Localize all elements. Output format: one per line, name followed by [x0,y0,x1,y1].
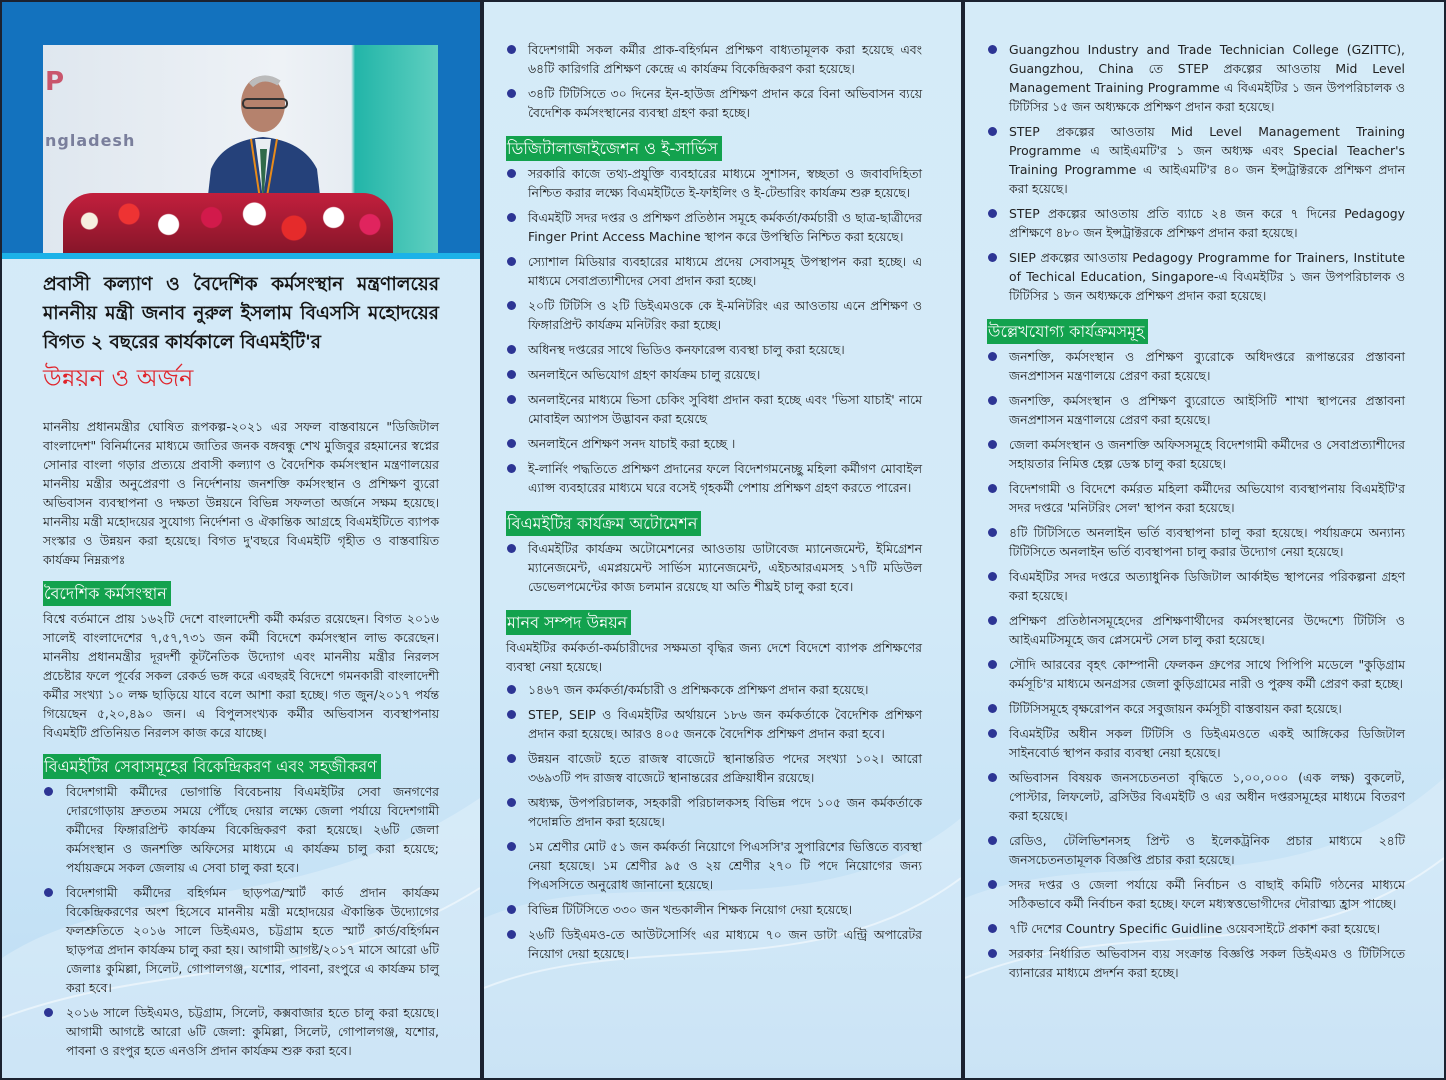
list-item [506,434,922,453]
hero-accent-bar [2,253,480,259]
list-item-text: ২৬টি ডিইএমও-তে আউটসোর্সিং এর মাধ্যমে ৭০ জন ডাটা এন্ট্রি অপারেটর নিয়োগ দেয়া হয়েছে। [528,927,922,961]
section-heading-decentralization: বিএমইটির সেবাসমূহের বিকেন্দ্রিকরণ এবং সহজীকরণ [43,754,381,779]
list-item-text: ১ম শ্রেণীর মোট ৫১ জন কর্মকর্তা নিয়োগে পিএসসি'র সুপারিশের ভিত্তিতে ব্যবস্থা নেয়া হয়েছে। ১ম শ্রেণীর ৯৫ ও ২য় শ্রেণীর ২৭০ টি পদে নিয়োগের জন্য পিএসসিতে অনুরোধ জানানো হয়েছে। [528,839,922,892]
list-item-text: অনলাইনে অভিযোগ গ্রহণ কার্যক্রম চালু রয়েছে। [528,367,761,382]
bullet-icon [507,439,516,448]
bullet-icon [988,484,997,493]
section-heading-overseas-employment: বৈদেশিক কর্মসংস্থান [43,581,171,606]
training-list [506,40,922,122]
list-item [987,919,1405,938]
list-item [506,164,922,202]
panel-right [965,2,1444,1078]
list-item [43,883,439,997]
list-item-text: ৩৪টি টিটিসিতে ৩০ দিনের ইন-হাউজ প্রশিক্ষণ প্রদান করে বিনা অভিবাসন ব্যয়ে বৈদেশিক কর্মসংস্থানের ব্যবস্থা গ্রহণ করা হচ্ছে। [528,86,922,120]
list-item-text: টিটিসিসমূহে বৃক্ষরোপন করে সবুজায়ন কর্মসূচী বাস্তবায়ন করা হয়েছে। [1009,701,1342,716]
list-item-text: অধিনস্থ দপ্তরের সাথে ভিডিও কনফারেন্স ব্যবস্থা চালু করা হয়েছে। [528,342,845,357]
bullet-icon [988,209,997,218]
decentralization-list [43,782,439,1060]
human-resources-list [506,680,922,963]
bullet-icon [507,544,516,553]
list-item-text: জনশক্তি, কর্মসংস্থান ও প্রশিক্ষণ ব্যুরোকে অধিদপ্তরে রূপান্তরের প্রস্তাবনা জনপ্রশাসন মন্ত্রণালয়ে প্রেরণ করা হয়েছে। [1009,349,1405,383]
list-item-text: ৭টি দেশের Country Specific Guidline ওয়েবসাইটে প্রকাশ করা হয়েছে। [1009,921,1380,936]
list-item [506,837,922,894]
bullet-icon [507,301,516,310]
list-item [43,1003,439,1060]
list-item [987,40,1405,116]
list-item [43,782,439,877]
bullet-icon [507,370,516,379]
middle-column-content [506,40,922,969]
list-item [987,768,1405,825]
list-item-text: STEP, SEIP ও বিএমইটির অর্থায়নে ১৮৬ জন কর্মকর্তাকে বৈদেশিক প্রশিক্ষণ প্রদান করা হয়েছে। আরও ৪০৫ জনকে বৈদেশিক প্রশিক্ষণ প্রদান করা হবে। [528,707,922,741]
list-item-text: সদর দপ্তর ও জেলা পর্যায়ে কর্মী নির্বাচন ও বাছাই কমিটি গঠনের মাধ্যমে সঠিকভাবে কর্মী নির্বাচন করা হচ্ছে। ফলে মধ্যস্বত্তভোগীদের দৌরাত্ম্য হ্রাস পাচ্ছে। [1009,877,1405,911]
list-item [987,347,1405,385]
list-item [506,252,922,290]
section-heading-human-resources: মানব সম্পদ উন্নয়ন [506,610,631,635]
bullet-icon [988,572,997,581]
list-item-text: অনলাইনের মাধ্যমে ভিসা চেকিং সুবিধা প্রদান করা হচ্ছে এবং 'ভিসা যাচাই' নামে মোবাইল অ্যাপস উদ্ভাবন করা হয়েছে [528,392,922,426]
left-column-content [43,270,439,1066]
list-item [987,435,1405,473]
list-item-text: ২০টি টিটিসি ও ২টি ডিইএমওকে কে ই-মনিটরিং এর আওতায় এনে প্রশিক্ষণ ও ফিঙ্গারপ্রিন্ট কার্যক্রম মনিটরিং করা হচ্ছে। [528,298,922,332]
overseas-employment-paragraph: বিশ্বে বর্তমানে প্রায় ১৬২টি দেশে বাংলাদেশী কর্মী কর্মরত রয়েছেন। বিগত ২০১৬ সালেই বাংলাদেশের ৭,৫৭,৭৩১ জন কর্মী বিদেশে কর্মসংস্থান লাভ করেছেন। মাননীয় প্রধানমন্ত্রীর দূরদর্শী কূটনৈতিক উদ্যোগ এবং মাননীয় মন্ত্রীর নিরলস প্রচেষ্টার ফলে পূর্বের সকল রেকর্ড ভঙ্গ করে এবছরই বিদেশে গমনকারী বাংলাদেশী কর্মীর সংখ্যা ১০ লক্ষ ছাড়িয়ে যাবে বলে আশা করা হচ্ছে। গত জুন/২০১৭ পর্যন্ত গিয়েছেন ৫,২০,৪৯০ জন। এ বিপুলসংখ্যক কর্মীর অভিবাসন ব্যবস্থাপনায় বিএমইটি প্রতিনিয়ত নিরলস কাজ করে যাচ্ছে। [43,611,439,740]
list-item-text: বিএমইটির অধীন সকল টিটিসি ও ডিইএমওতে একই আঙ্গিকের ডিজিটাল সাইনবোর্ড স্থাপন করার ব্যবস্থা নেয়া হয়েছে। [1009,726,1405,760]
bullet-icon [988,880,997,889]
list-item [987,699,1405,718]
bullet-icon [988,528,997,537]
list-item-text: স্যোশাল মিডিয়ার ব্যবহারের মাধ্যমে প্রদেয় সেবাসমূহ উপস্থাপন করা হচ্ছে। এ মাধ্যমে সেবাপ্রত্যাশীদের সেবা প্রদান করা হচ্ছে। [528,254,922,288]
bullet-icon [988,127,997,136]
list-item [506,208,922,246]
list-item-text: বিএমইটির সদর দপ্তরে অত্যাধুনিক ডিজিটাল আর্কাইভ স্থাপনের পরিকল্পনা গ্রহণ করা হয়েছে। [1009,569,1405,603]
list-item [506,705,922,743]
list-item [506,680,922,699]
list-item-text: বিএমইটির কার্যক্রম অটোমেশনের আওতায় ডাটাবেজ ম্যানেজমেন্ট, ইমিগ্রেশন ম্যানেজমেন্ট, এমপ্লয়মেন্ট সার্ভিস ম্যানেজমেন্ট, এইচআরএমসহ ১৭টি মডিউল ডেভেলপমেন্টের কাজ চলমান রয়েছে যা অতি শীঘ্রই চালু করা হবে। [528,541,922,594]
notable-activities-list [987,347,1405,982]
section-heading-notable-activities: উল্লেখযোগ্য কার্যক্রমসমূহ [987,319,1148,344]
panel-left [2,2,480,1078]
list-item [506,365,922,384]
page-title: প্রবাসী কল্যাণ ও বৈদেশিক কর্মসংস্থান মন্ত্রণালয়ের মাননীয় মন্ত্রী জনাব নুরুল ইসলাম বিএসসি মহোদয়ের বিগত ২ বছরের কার্যকালে বিএমইটি'র [43,274,439,353]
panel-middle [484,2,961,1078]
list-item-text: সরকার নির্ধারিত অভিবাসন ব্যয় সংক্রান্ত বিজ্ঞপ্তি সকল ডিইএমও ও টিটিসিতে ব্যানারের মাধ্যমে প্রদর্শন করা হচ্ছে। [1009,946,1405,980]
list-item [987,655,1405,693]
banner-logo-letter: P [45,67,65,97]
list-item-text: সৌদি আরবের বৃহৎ কোম্পানী ফেলকন গ্রুপের সাথে পিপিপি মডেলে "কুড়িগ্রাম কর্মসূচি'র মাধ্যমে অনগ্রসর জেলা কুড়িগ্রামের নারী ও পুরুষ কর্মী প্রেরণ করা হচ্ছে। [1009,657,1405,691]
bullet-icon [988,45,997,54]
section-heading-automation: বিএমইটির কার্যক্রম অটোমেশন [506,511,701,536]
list-item-text: বিভিন্ন টিটিসিতে ৩৩০ জন খন্ডকালীন শিক্ষক নিয়োগ দেয়া হয়েছে। [528,902,853,917]
list-item [506,84,922,122]
bullet-icon [988,616,997,625]
list-item-text: SIEP প্রকল্পের আওতায় Pedagogy Programme for Trainers, Institute of Techical Education, Singapore-এ বিএমইটির ১ জন উপপরিচালক ও টিটিসির ১ জন অধ্যক্ষকে প্রশিক্ষণ প্রদান করা হয়েছে। [1009,250,1405,303]
list-item [987,831,1405,869]
digitalization-list [506,164,922,497]
bullet-icon [507,754,516,763]
bullet-icon [988,396,997,405]
list-item [506,749,922,787]
list-item [506,40,922,78]
bullet-icon [988,352,997,361]
list-item [506,340,922,359]
bullet-icon [988,660,997,669]
section-heading-digitalization: ডিজিটালাজাইজেশন ও ই-সার্ভিস [506,136,722,161]
list-item [987,724,1405,762]
list-item [987,391,1405,429]
list-item [506,296,922,334]
list-item [987,944,1405,982]
bullet-icon [507,257,516,266]
list-item [987,523,1405,561]
list-item [506,900,922,919]
list-item-text: বিদেশগামী ও বিদেশে কর্মরত মহিলা কর্মীদের অভিযোগ ব্যবস্থাপনায় বিএমইটি'র সদর দপ্তরে 'মনিটরিং সেল' স্থাপন করা হয়েছে। [1009,481,1405,515]
intro-paragraph: মাননীয় প্রধানমন্ত্রীর ঘোষিত রূপকল্প-২০২১ এর সফল বাস্তবায়নে "ডিজিটাল বাংলাদেশ" বিনির্মানের মাধ্যমে জাতির জনক বঙ্গবন্ধু শেখ মুজিবুর রহমানের স্বপ্নের সোনার বাংলা গড়ার প্রত্যয়ে প্রবাসী কল্যাণ ও বৈদেশিক কর্মসংস্থান মন্ত্রণালয়ের মাননীয় মন্ত্রীর অনুপ্রেরণা ও নির্দেশনায় জনশক্তি কর্মসংস্থান ও প্রশিক্ষণ ব্যুরো অভিবাসন ব্যবস্থাপনা ও দক্ষতা উন্নয়নে বিভিন্ন সফলতা অর্জনে সক্ষম হয়েছে। মাননীয় মন্ত্রী মহোদয়ের সুযোগ্য নির্দেশনা ও ঐকান্তিক আগ্রহে বিএমইটিতে ব্যাপক সংস্কার ও উন্নয়ন করা হয়েছে। বিগত দু'বছরে বিএমইটি গৃহীত ও বাস্তবায়িত কার্যক্রম নিম্নরূপঃ [43,419,439,567]
bullet-icon [507,169,516,178]
list-item-text: অভিবাসন বিষয়ক জনসচেতনতা বৃদ্ধিতে ১,০০,০০০ (এক লক্ষ) বুকলেট, পোস্টার, লিফলেট, ব্রসিউর বিএমইটি ও এর অধীন দপ্তরসমূহের মাধ্যমে বিতরণ করা হয়েছে। [1009,770,1405,823]
bullet-icon [507,395,516,404]
banner-text: ngladesh [45,131,136,150]
list-item [987,611,1405,649]
bullet-icon [988,836,997,845]
list-item [987,248,1405,305]
bullet-icon [507,930,516,939]
list-item-text: বিদেশগামী কর্মীদের বহির্গমন ছাড়পত্র/স্মার্ট কার্ড প্রদান কার্যক্রম বিকেন্দ্রিকরণের অংশ হিসেবে মাননীয় মন্ত্রী মহোদয়ের ঐকান্তিক উদ্যোগের ফলশ্রুতিতে ২০১৬ সালে ডিইএমও, চট্টগ্রাম হতে স্মার্ট কার্ড/বহির্গমন ছাড়পত্র প্রদান কার্যক্রম চালু করা হয়। আগামী আগষ্ট/২০১৭ মাসে আরো ৬টি জেলাঃ কুমিল্লা, সিলেট, গোপালগঞ্জ, যশোর, পাবনা, রংপুরে এ কার্যক্রম চালু করা হবে। [66,885,439,995]
list-item [987,875,1405,913]
right-column-content [987,40,1405,988]
list-item-text: ২০১৬ সালে ডিইএমও, চট্টগ্রাম, সিলেট, কক্সবাজার হতে চালু করা হয়েছে। আগামী আগষ্টে আরো ৬টি জেলা: কুমিল্লা, সিলেট, গোপালগঞ্জ, যশোর, পাবনা ও রংপুর হতে এনওসি প্রদান কার্যক্রম শুরু করা হবে। [66,1005,439,1058]
list-item-text: জনশক্তি, কর্মসংস্থান ও প্রশিক্ষণ ব্যুরোতে আইসিটি শাখা স্থাপনের প্রস্তাবনা জনপ্রশাসন মন্ত্রণালয়ে প্রেরণ করা হয়েছে। [1009,393,1405,427]
bullet-icon [988,924,997,933]
list-item [987,479,1405,517]
foreign-training-list [987,40,1405,305]
list-item-text: বিদেশগামী কর্মীদের ভোগান্তি বিবেচনায় বিএমইটির সেবা জনগণের দোরগোড়ায় দ্রুততম সময়ে পৌঁছে দেয়ার লক্ষ্যে জেলা পর্যায়ে বিদেশগামী কর্মীদের ফিঙ্গারপ্রিন্ট কার্যক্রম বিকেন্দ্রিকরণ করা হয়েছে। ২৬টি জেলা কর্মসংস্থান ও জনশক্তি অফিসের মাধ্যমে এ কার্যক্রম চালু করা হয়েছে; পর্যায়ক্রমে সকল জেলায় এ সেবা চালু করা হবে। [66,784,439,875]
list-item-text: জেলা কর্মসংস্থান ও জনশক্তি অফিসসমূহে বিদেশগামী কর্মীদের ও সেবাপ্রত্যাশীদের সহায়তার নিমিত্ত হেল্প ডেস্ক চালু করা হয়েছে। [1009,437,1405,471]
list-item-text: রেডিও, টেলিভিশনসহ প্রিন্ট ও ইলেকট্রনিক প্রচার মাধ্যমে ২৪টি জনসচেতনতামূলক বিজ্ঞপ্তি প্রচার করা হয়েছে। [1009,833,1405,867]
list-item-text: STEP প্রকল্পের আওতায় Mid Level Management Training Programme এ আইএমটি'র ১ জন অধ্যক্ষ এবং Special Teacher's Training Programme এ আইএমটি'র ৪০ জন ইন্সট্রাক্টরকে প্রশিক্ষণ প্রদান করা হয়েছে। [1009,124,1405,196]
list-item [987,204,1405,242]
list-item-text: Guangzhou Industry and Trade Technician College (GZITTC), Guangzhou, China তে STEP প্রকল্পের আওতায় Mid Level Management Training Programme এ বিএমইটির ১ জন উপপরিচালক ও টিটিসির ১৫ জন অধ্যক্ষকে প্রশিক্ষণ প্রদান করা হয়েছে। [1009,42,1405,114]
list-item [987,567,1405,605]
bullet-icon [507,45,516,54]
list-item [987,122,1405,198]
human-resources-paragraph: বিএমইটির কর্মকর্তা-কর্মচারীদের সক্ষমতা বৃদ্ধির জন্য দেশে বিদেশে ব্যাপক প্রশিক্ষণের ব্যবস্থা নেয়া হয়েছে। [506,640,922,674]
bullet-icon [507,213,516,222]
bullet-icon [507,685,516,694]
list-item [506,459,922,497]
list-item [506,925,922,963]
bullet-icon [507,89,516,98]
bullet-icon [988,704,997,713]
list-item-text: সরকারি কাজে তথ্য-প্রযুক্তি ব্যবহারের মাধ্যমে সুশাসন, স্বচ্ছতা ও জবাবদিহিতা নিশ্চিত করার লক্ষ্যে বিএমইটিতে ই-ফাইলিং ও ই-টেন্ডারিং কার্যক্রম শুরু হয়েছে। [528,166,922,200]
list-item [506,793,922,831]
list-item-text: ১৪৬৭ জন কর্মকর্তা/কর্মচারী ও প্রশিক্ষককে প্রশিক্ষণ প্রদান করা হয়েছে। [528,682,869,697]
bullet-icon [988,440,997,449]
list-item-text: ৪টি টিটিসিতে অনলাইন ভর্তি ব্যবস্থাপনা চালু করা হয়েছে। পর্যায়ক্রমে অন্যান্য টিটিসিতে অনলাইন ভর্তি ব্যবস্থাপনা চালু করার উদ্যোগ নেয়া হয়েছে। [1009,525,1405,559]
list-item-text: STEP প্রকল্পের আওতায় প্রতি ব্যাচে ২৪ জন করে ৭ দিনের Pedagogy প্রশিক্ষণে ৪৮০ জন ইন্সট্রাক্টরকে প্রশিক্ষণ প্রদান করা হয়েছে। [1009,206,1405,240]
bullet-icon [988,773,997,782]
list-item-text: প্রশিক্ষণ প্রতিষ্ঠানসমূহেদের প্রশিক্ষণার্থীদের কর্মসংস্থানের উদ্দেশ্যে টিটিসি ও আইএমটিসমূহে জব প্লেসমেন্ট সেল চালু করা হয়েছে। [1009,613,1405,647]
bullet-icon [507,798,516,807]
bullet-icon [507,842,516,851]
bullet-icon [507,464,516,473]
flower-podium [63,193,393,254]
bullet-icon [507,905,516,914]
bullet-icon [988,949,997,958]
bullet-icon [507,710,516,719]
list-item-text: বিএমইটি সদর দপ্তর ও প্রশিক্ষণ প্রতিষ্ঠান সমূহে কর্মকর্তা/কর্মচারী ও ছাত্র-ছাত্রীদের Finger Print Access Machine স্থাপন করে উপস্থিতি নিশ্চিত করা হয়েছে। [528,210,922,244]
list-item-text: অনলাইনে প্রশিক্ষণ সনদ যাচাই করা হচ্ছে । [528,436,736,451]
list-item-text: ই-লার্নিং পদ্ধতিতে প্রশিক্ষণ প্রদানের ফলে বিদেশগমনেচ্ছু মহিলা কর্মীগণ মোবাইল এ্যাপ্স ব্যবহারের মাধ্যমে ঘরে বসেই গৃহকর্মী পেশায় প্রশিক্ষণ গ্রহণ করতে পারেন। [528,461,922,495]
list-item [506,390,922,428]
list-item-text: অধ্যক্ষ, উপপরিচালক, সহকারী পরিচালকসহ বিভিন্ন পদে ১০৫ জন কর্মকর্তাকে পদোন্নতি প্রদান করা হয়েছে। [528,795,922,829]
page-subtitle: উন্নয়ন ও অর্জন [43,364,194,392]
bullet-icon [507,345,516,354]
list-item-text: উন্নয়ন বাজেট হতে রাজস্ব বাজেটে স্থানান্তরিত পদের সংখ্যা ১০২। আরো ৩৬৯৩টি পদ রাজস্ব বাজেটে স্থানান্তরের প্রক্রিয়াধীন রয়েছে। [528,751,922,785]
list-item [506,539,922,596]
bullet-icon [988,729,997,738]
minister-speaking-photo [43,45,438,254]
list-item-text: বিদেশগামী সকল কর্মীর প্রাক-বহির্গমন প্রশিক্ষণ বাধ্যতামূলক করা হয়েছে এবং ৬৪টি কারিগরি প্রশিক্ষণ কেন্দ্রে এ কার্যক্রম বিকেন্দ্রিকরণ করা হয়েছে। [528,42,922,76]
bullet-icon [44,1008,53,1017]
bullet-icon [988,253,997,262]
bullet-icon [44,888,53,897]
automation-list [506,539,922,596]
bullet-icon [44,787,53,796]
